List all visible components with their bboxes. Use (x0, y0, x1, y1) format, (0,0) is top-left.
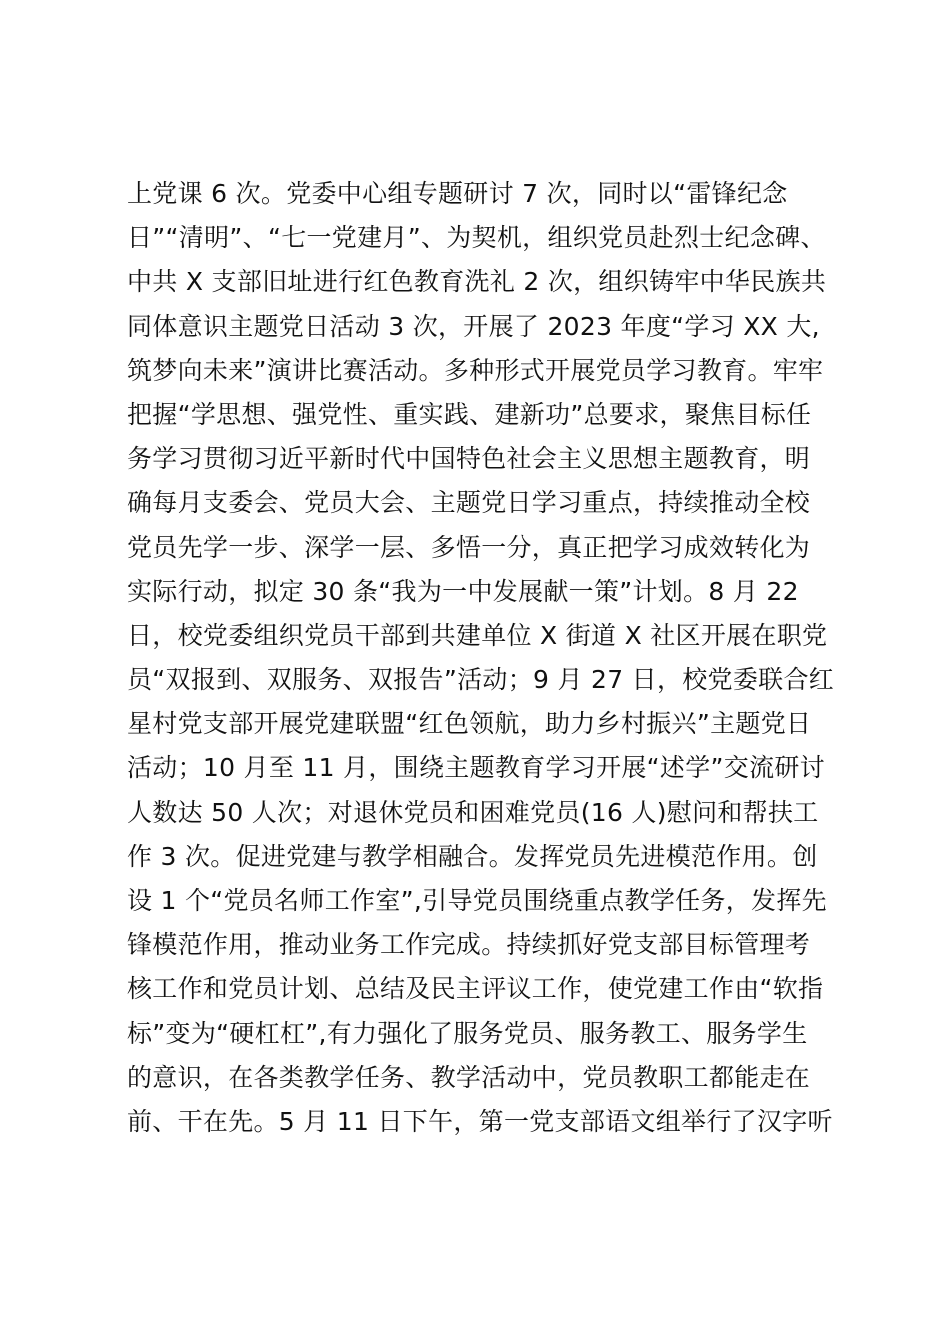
text-line-5: 筑梦向未来”演讲比赛活动。多种形式开展党员学习教育。牢牢 (127, 355, 824, 385)
text-line-15: 人数达 50 人次；对退休党员和困难党员(16 人)慰问和帮扶工 (127, 797, 819, 827)
text-line-6: 把握“学思想、强党性、重实践、建新功”总要求，聚焦目标任 (127, 399, 812, 429)
text-line-1: 上党课 6 次。党委中心组专题研讨 7 次，同时以“雷锋纪念 (127, 179, 788, 208)
text-line-22: 前、干在先。5 月 11 日下午，第一党支部语文组举行了汉字听 (127, 1106, 833, 1136)
text-line-17: 设 1 个“党员名师工作室”,引导党员围绕重点教学任务，发挥先 (127, 886, 827, 915)
text-line-7: 务学习贯彻习近平新时代中国特色社会主义思想主题教育，明 (127, 444, 811, 474)
text-line-18: 锋模范作用，推动业务工作完成。持续抓好党支部目标管理考 (127, 930, 811, 960)
text-line-11: 日，校党委组织党员干部到共建单位 X 街道 X 社区开展在职党 (127, 620, 828, 650)
text-line-2: 日”“清明”、“七一党建月”、为契机，组织党员赴烈士纪念碑、 (127, 223, 826, 253)
text-line-21: 的意识，在各类教学任务、教学活动中，党员教职工都能走在 (127, 1062, 811, 1092)
text-line-9: 党员先学一步、深学一层、多悟一分，真正把学习成效转化为 (127, 532, 811, 562)
text-line-12: 员“双报到、双服务、双报告”活动；9 月 27 日，校党委联合红 (127, 665, 835, 695)
text-line-19: 核工作和党员计划、总结及民主评议工作，使党建工作由“软指 (127, 974, 824, 1004)
text-line-8: 确每月支委会、党员大会、主题党日学习重点，持续推动全校 (127, 488, 811, 518)
text-line-10: 实际行动，拟定 30 条“我为一中发展献一策”计划。8 月 22 (127, 576, 799, 606)
text-line-4: 同体意识主题党日活动 3 次，开展了 2023 年度“学习 XX 大, (127, 311, 820, 341)
text-line-16: 作 3 次。促进党建与教学相融合。发挥党员先进模范作用。创 (127, 841, 818, 871)
text-line-20: 标”变为“硬杠杠”,有力强化了服务党员、服务教工、服务学生 (127, 1018, 808, 1048)
text-line-3: 中共 X 支部旧址进行红色教育洗礼 2 次，组织铸牢中华民族共 (127, 267, 827, 297)
text-line-13: 星村党支部开展党建联盟“红色领航，助力乡村振兴”主题党日 (127, 709, 812, 739)
text-line-14: 活动；10 月至 11 月，围绕主题教育学习开展“述学”交流研讨 (127, 753, 825, 783)
body-paragraph (127, 172, 837, 1144)
